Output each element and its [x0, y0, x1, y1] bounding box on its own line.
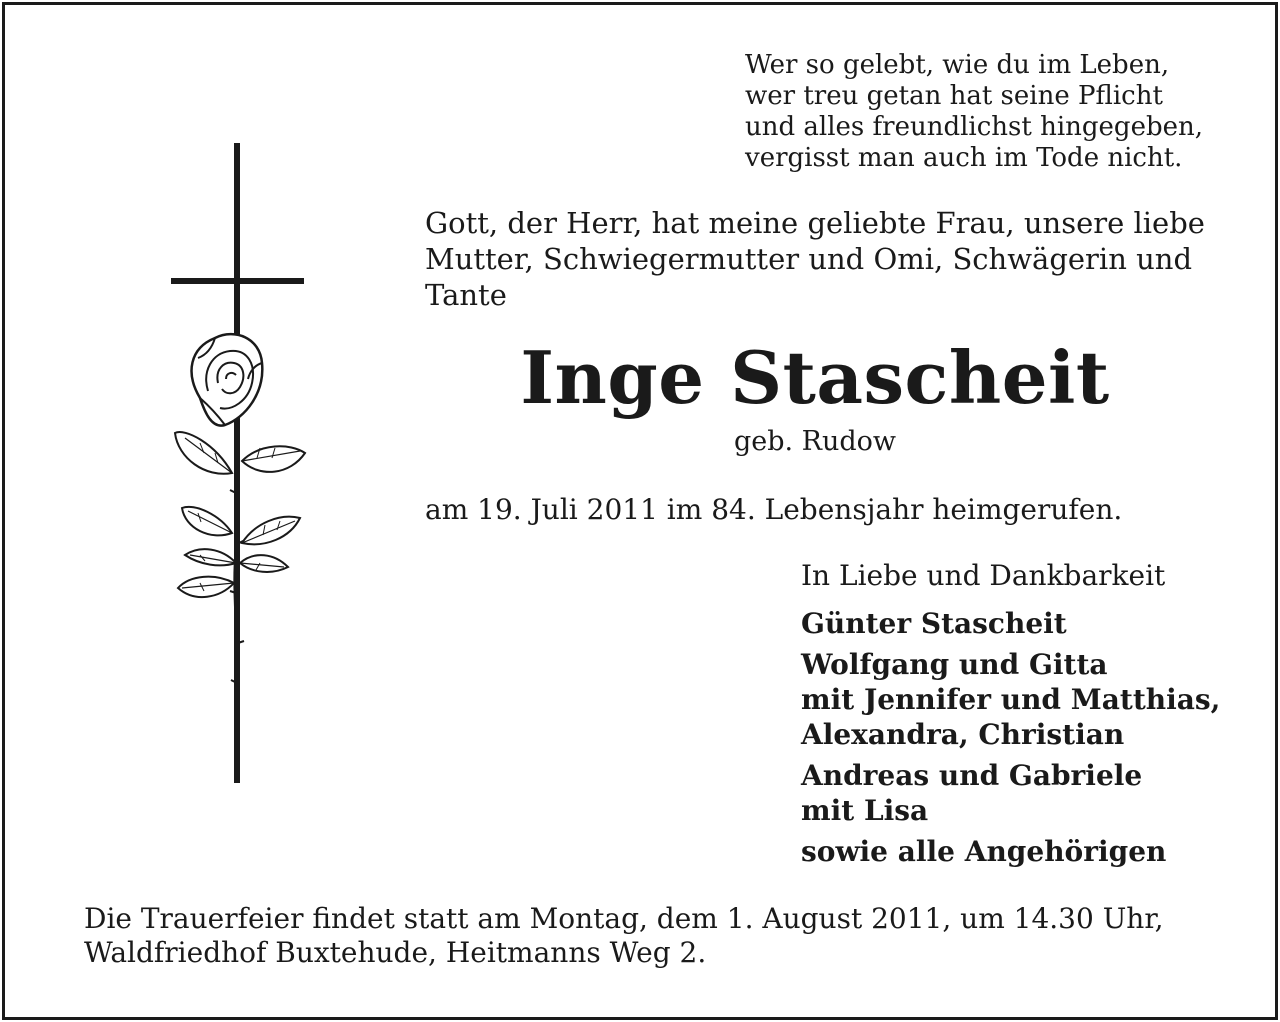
- deceased-name: Inge Stascheit: [520, 335, 1110, 420]
- mourner-entry: Andreas und Gabriele mit Lisa: [801, 759, 1143, 827]
- birth-name: geb. Rudow: [733, 426, 897, 457]
- mourner-entry: sowie alle Angehörigen: [801, 835, 1167, 868]
- cross-with-rose-icon: [160, 143, 310, 788]
- mourners-list: [801, 606, 1241, 875]
- intro-text: Gott, der Herr, hat meine geliebte Frau, unsere liebe Mutter, Schwiegermutter und Omi, Schwägerin und Tante: [425, 206, 1205, 312]
- death-date-line: am 19. Juli 2011 im 84. Lebensjahr heimgerufen.: [425, 493, 1123, 526]
- signoff-text: In Liebe und Dankbarkeit: [801, 559, 1166, 592]
- memorial-poem: Wer so gelebt, wie du im Leben, wer treu getan hat seine Pflicht und alles freundlichst hingegeben, vergisst man auch im Tode nicht.: [745, 50, 1203, 173]
- mourner-entry: Wolfgang und Gitta mit Jennifer und Matthias, Alexandra, Christian: [801, 648, 1221, 751]
- mourner-entry: Günter Stascheit: [801, 607, 1067, 640]
- funeral-details: Die Trauerfeier findet statt am Montag, dem 1. August 2011, um 14.30 Uhr, Waldfriedhof Buxtehude, Heitmanns Weg 2.: [84, 902, 1164, 969]
